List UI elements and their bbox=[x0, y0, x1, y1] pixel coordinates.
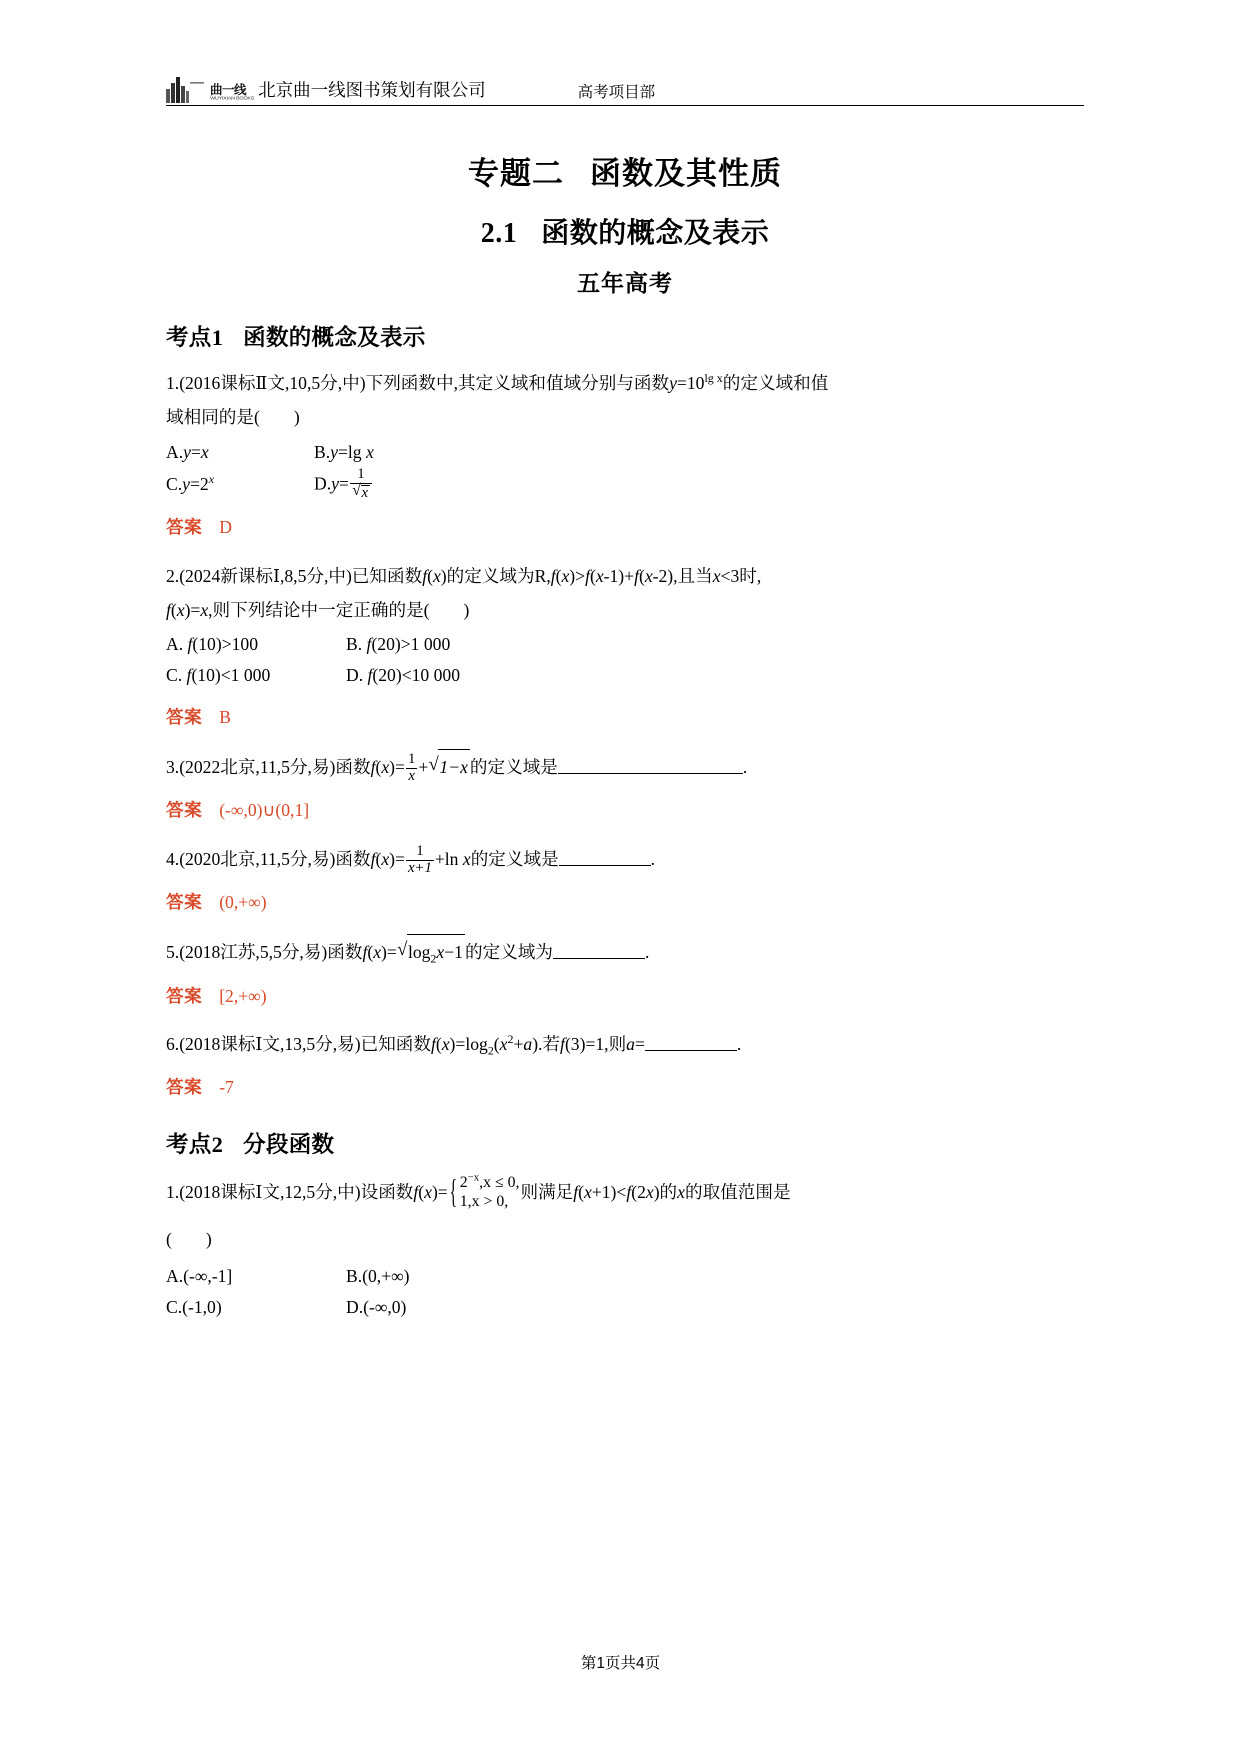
question-4-tail: +ln bbox=[434, 848, 463, 869]
question-6-period: . bbox=[736, 1033, 742, 1054]
logo-wordmark bbox=[210, 84, 254, 103]
question-7-piecewise bbox=[449, 1173, 520, 1213]
question-4-stem bbox=[166, 842, 1084, 876]
question-1-option-b-label: B. bbox=[314, 441, 331, 462]
question-3-answer bbox=[166, 793, 1084, 827]
question-5-x: x bbox=[373, 942, 382, 963]
question-2-option-c bbox=[166, 660, 346, 691]
question-6-p7: = bbox=[634, 1033, 645, 1054]
question-5-f: f bbox=[362, 942, 368, 963]
question-4-p2: )= bbox=[389, 848, 405, 869]
question-2-p5: )> bbox=[569, 565, 586, 586]
question-3-p1: ( bbox=[375, 757, 382, 778]
question-2-option-a bbox=[166, 629, 346, 660]
question-2-option-c-body: (10)<1 000 bbox=[191, 665, 271, 686]
question-7-case-2: 1,x > 0, bbox=[459, 1193, 509, 1211]
question-2-p7: -1)+ bbox=[603, 565, 635, 586]
question-7-mid: 则满足 bbox=[520, 1181, 574, 1202]
question-4 bbox=[166, 842, 1084, 920]
question-1-option-c bbox=[166, 469, 314, 500]
question-3-radicand: 1−x bbox=[439, 757, 468, 778]
question-1-option-a bbox=[166, 437, 314, 468]
section-title-number: 2.1 bbox=[480, 218, 518, 249]
page-subtitle: 五年高考 bbox=[577, 270, 673, 296]
question-2-p8: ( bbox=[638, 565, 645, 586]
unit-title bbox=[166, 148, 1084, 193]
question-7-options bbox=[166, 1261, 1084, 1323]
question-1-option-row-2 bbox=[166, 467, 1084, 501]
question-2-stem-line2 bbox=[166, 593, 1084, 627]
page-header bbox=[166, 55, 1084, 106]
question-4-answer-value: (0,+∞) bbox=[219, 892, 267, 913]
question-5-answer-value: [2,+∞) bbox=[219, 985, 267, 1006]
answer-label: 答案 bbox=[166, 517, 203, 538]
question-1-option-d-fraction bbox=[350, 467, 372, 501]
question-4-denominator: x+1 bbox=[407, 859, 432, 876]
question-5-post: 的定义域为 bbox=[464, 942, 553, 963]
question-1-option-c-label: C. bbox=[166, 474, 183, 495]
question-3-post: 的定义域是 bbox=[469, 757, 558, 778]
question-4-f: f bbox=[370, 848, 376, 869]
section-title bbox=[166, 211, 1084, 251]
question-6-p1: ( bbox=[435, 1033, 442, 1054]
question-6-p6: (3)=1,则 bbox=[564, 1033, 627, 1054]
sqrt-icon bbox=[429, 748, 470, 784]
question-3-answer-blank[interactable] bbox=[558, 756, 743, 774]
question-2-option-b-f: f bbox=[366, 634, 372, 655]
logo-wordmark-en: WUYIXIAN BOOKS bbox=[210, 95, 255, 101]
answer-label: 答案 bbox=[166, 1077, 203, 1098]
question-1-option-b bbox=[314, 437, 462, 468]
question-7-f3: f bbox=[626, 1181, 632, 1202]
question-3-denominator: x bbox=[408, 767, 415, 784]
question-5-answer bbox=[166, 979, 1084, 1013]
question-7-paren-close: ) bbox=[205, 1229, 212, 1250]
question-5-period: . bbox=[644, 942, 650, 963]
question-6-answer-value: -7 bbox=[219, 1077, 234, 1098]
question-7-option-row-2 bbox=[166, 1292, 1084, 1323]
question-2-option-row-2 bbox=[166, 660, 1084, 691]
question-2-option-b-label: B. bbox=[346, 634, 367, 655]
section-title-name: 函数的概念及表示 bbox=[541, 217, 770, 248]
question-1-var-y: y bbox=[669, 373, 677, 393]
question-1-option-row-1 bbox=[166, 437, 1084, 468]
question-2-x3: x bbox=[595, 565, 604, 586]
question-6-x: x bbox=[441, 1033, 450, 1054]
question-1-option-d-y: y bbox=[331, 474, 339, 495]
question-7-stem bbox=[166, 1173, 1084, 1213]
question-6-p5: ).若 bbox=[532, 1033, 561, 1054]
question-2-option-d-f: f bbox=[367, 665, 373, 686]
question-1-options bbox=[166, 437, 1084, 502]
question-1-stem-line2 bbox=[166, 400, 1084, 434]
question-3-numerator: 1 bbox=[407, 751, 416, 768]
answer-label: 答案 bbox=[166, 800, 203, 821]
question-3-p2: )= bbox=[389, 757, 405, 778]
question-3-pre: 3.(2022北京,11,5分,易)函数 bbox=[166, 757, 371, 778]
question-1-option-c-eq: =2 bbox=[189, 474, 209, 495]
company-name: 北京曲一线图书策划有限公司 bbox=[258, 80, 486, 100]
question-1-stem-part2: 的定义域和值 bbox=[722, 373, 829, 393]
question-2-option-a-f: f bbox=[187, 634, 193, 655]
question-3-plus: + bbox=[418, 757, 429, 778]
question-2-l2p1: ( bbox=[170, 600, 177, 620]
question-7-case-1-base: 2 bbox=[459, 1173, 468, 1191]
kaodian-2-label: 考点2 bbox=[166, 1131, 224, 1157]
question-6-x-power: 2 bbox=[507, 1032, 514, 1047]
question-4-p1: ( bbox=[375, 848, 382, 869]
kaodian-1-heading bbox=[166, 320, 1084, 352]
question-2-x1: x bbox=[432, 565, 441, 586]
question-2-option-row-1 bbox=[166, 629, 1084, 660]
question-1-stem bbox=[166, 366, 1084, 400]
question-6-f: f bbox=[430, 1033, 436, 1054]
question-7-paren-open: ( bbox=[166, 1229, 172, 1250]
question-4-answer-blank[interactable] bbox=[559, 848, 651, 866]
question-1-option-c-exp: x bbox=[208, 472, 214, 487]
question-2-l2p3: ,则下列结论中一定正确的是( bbox=[208, 600, 430, 620]
question-5 bbox=[166, 933, 1084, 1013]
question-7-x4: x bbox=[677, 1181, 685, 1202]
department-name: 高考项目部 bbox=[577, 84, 656, 101]
building-logo-icon bbox=[166, 77, 206, 103]
question-2-x7: x bbox=[200, 600, 209, 620]
question-4-answer bbox=[166, 885, 1084, 919]
question-5-stem bbox=[166, 933, 1084, 969]
question-2-option-d-body: (20)<10 000 bbox=[372, 665, 461, 686]
question-7-mid5: )的 bbox=[653, 1181, 678, 1202]
question-1-option-b-eq: =lg bbox=[337, 441, 366, 462]
question-1-exponent: lg x bbox=[704, 371, 723, 386]
question-4-pre: 4.(2020北京,11,5分,易)函数 bbox=[166, 848, 371, 869]
question-6-pre: 6.(2018课标Ⅰ文,13,5分,易)已知函数 bbox=[166, 1033, 431, 1054]
question-1-stem-part3: 域相同的是( bbox=[166, 407, 260, 428]
logo-wordmark-cn: 曲一线 bbox=[210, 83, 247, 97]
question-6-p2: )=log bbox=[449, 1033, 488, 1054]
publisher-logo bbox=[166, 77, 486, 105]
question-1-option-d-numerator: 1 bbox=[357, 466, 365, 483]
answer-label: 答案 bbox=[166, 706, 203, 727]
question-2-option-d-label: D. bbox=[346, 665, 368, 686]
question-4-x: x bbox=[381, 848, 390, 869]
question-7-case-1 bbox=[460, 1173, 520, 1193]
answer-label: 答案 bbox=[166, 985, 203, 1006]
question-7-x2: x bbox=[584, 1181, 592, 1202]
question-5-log-base: 2 bbox=[430, 951, 437, 966]
question-2-x4: x bbox=[644, 565, 653, 586]
question-2-x2: x bbox=[561, 565, 570, 586]
question-1-answer bbox=[166, 510, 1084, 544]
question-1-answer-value: D bbox=[219, 517, 232, 538]
question-2-option-a-body: (10)>100 bbox=[192, 634, 259, 655]
question-6-stem bbox=[166, 1027, 1084, 1061]
question-7-f: f bbox=[413, 1181, 419, 1202]
question-2-option-a-label: A. bbox=[166, 634, 188, 655]
question-1-option-a-eq: = bbox=[190, 441, 201, 462]
question-3-x: x bbox=[381, 757, 390, 778]
question-4-numerator: 1 bbox=[416, 843, 424, 860]
answer-label: 答案 bbox=[166, 892, 203, 913]
question-7-mid6: 的取值范围是 bbox=[684, 1181, 791, 1202]
question-6-a: a bbox=[523, 1033, 533, 1054]
question-2-p9: -2),且当 bbox=[652, 565, 713, 586]
question-2-option-d bbox=[346, 660, 526, 691]
kaodian-1-name: 函数的概念及表示 bbox=[243, 325, 426, 350]
question-2-options bbox=[166, 629, 1084, 691]
question-2-option-c-f: f bbox=[186, 665, 192, 686]
question-6-x2: x bbox=[499, 1033, 508, 1054]
question-7-mid3: +1)< bbox=[591, 1181, 627, 1202]
question-5-log-arg: x bbox=[436, 942, 445, 963]
question-1-eq: =10 bbox=[676, 373, 705, 393]
question-6-log-base: 2 bbox=[487, 1043, 494, 1058]
question-5-rest: −1 bbox=[444, 942, 463, 963]
page-content bbox=[166, 0, 1084, 1323]
question-2-x6: x bbox=[176, 600, 185, 620]
question-3-answer-value: (-∞,0)∪(0,1] bbox=[219, 800, 310, 821]
question-2-answer-value: B bbox=[219, 706, 231, 727]
question-1-option-d-label: D. bbox=[314, 474, 332, 495]
question-5-answer-blank[interactable] bbox=[553, 942, 645, 960]
question-7-mid4: (2 bbox=[631, 1181, 646, 1202]
question-7-x3: x bbox=[645, 1181, 654, 1202]
question-7-option-b: B.(0,+∞) bbox=[346, 1266, 410, 1287]
question-4-fraction bbox=[406, 844, 434, 876]
question-4-post: 的定义域是 bbox=[470, 848, 559, 869]
sqrt-icon bbox=[398, 933, 465, 969]
question-2-f5: f bbox=[166, 600, 171, 620]
question-6-p4: + bbox=[513, 1033, 524, 1054]
question-2-p3: )的定义域为R, bbox=[440, 565, 551, 586]
question-2-f2: f bbox=[550, 565, 556, 586]
question-1-option-c-y: y bbox=[182, 474, 190, 495]
question-1-option-d bbox=[314, 467, 462, 501]
question-2-option-b-body: (20)>1 000 bbox=[371, 634, 451, 655]
question-6 bbox=[166, 1027, 1084, 1105]
question-1 bbox=[166, 366, 1084, 545]
question-2-f4: f bbox=[634, 565, 639, 586]
question-1-option-a-label: A. bbox=[166, 441, 184, 462]
kaodian-2-name: 分段函数 bbox=[243, 1131, 335, 1157]
question-7-option-a: A.(-∞,-1] bbox=[166, 1266, 233, 1287]
question-7-p1: ( bbox=[418, 1181, 425, 1202]
kaodian-1-label: 考点1 bbox=[166, 325, 224, 350]
question-1-option-b-val: x bbox=[365, 441, 374, 462]
question-5-pre: 5.(2018江苏,5,5分,易)函数 bbox=[166, 942, 363, 963]
question-6-answer bbox=[166, 1070, 1084, 1104]
question-1-option-b-y: y bbox=[330, 441, 338, 462]
question-7-case-1-exp: −x bbox=[467, 1171, 480, 1184]
question-2-answer bbox=[166, 700, 1084, 734]
question-2-stem-part1: 2.(2024新课标Ⅰ,8,5分,中)已知函数 bbox=[166, 565, 423, 586]
question-5-log: log bbox=[407, 942, 431, 963]
question-3-f: f bbox=[370, 757, 376, 778]
question-7-case-1-cond: ,x ≤ 0, bbox=[479, 1173, 520, 1191]
question-1-stem-part1: 1.(2016课标Ⅱ文,10,5分,中)下列函数中,其定义域和值域分别与函数 bbox=[166, 373, 670, 393]
sqrt-icon bbox=[353, 484, 370, 502]
question-5-p1: ( bbox=[367, 942, 374, 963]
question-5-p2: )= bbox=[381, 942, 397, 963]
question-1-option-d-eq: = bbox=[338, 474, 349, 495]
question-6-p3: ( bbox=[493, 1033, 500, 1054]
question-2-f3: f bbox=[585, 565, 590, 586]
question-7-p2: )= bbox=[431, 1181, 448, 1202]
question-2-p4: ( bbox=[555, 565, 562, 586]
question-7-stem-line2 bbox=[166, 1226, 1084, 1253]
question-1-option-d-denominator bbox=[350, 483, 372, 502]
question-6-f2: f bbox=[560, 1033, 565, 1054]
question-2 bbox=[166, 559, 1084, 734]
question-6-answer-blank[interactable] bbox=[645, 1033, 737, 1051]
question-7-option-d: D.(-∞,0) bbox=[346, 1297, 407, 1318]
unit-title-number: 专题二 bbox=[468, 156, 564, 191]
question-2-x5: x bbox=[712, 565, 721, 586]
question-2-option-b bbox=[346, 629, 526, 660]
question-7-f2: f bbox=[573, 1181, 579, 1202]
question-2-option-c-label: C. bbox=[166, 665, 187, 686]
question-4-period: . bbox=[650, 848, 656, 869]
question-3-stem bbox=[166, 748, 1084, 784]
kaodian-2-heading bbox=[166, 1127, 1084, 1159]
question-2-p2: ( bbox=[427, 565, 433, 586]
question-7-pre: 1.(2018课标Ⅰ文,12,5分,中)设函数 bbox=[166, 1181, 414, 1202]
question-7 bbox=[166, 1173, 1084, 1323]
question-7-mid2: ( bbox=[578, 1181, 585, 1202]
question-1-option-a-y: y bbox=[183, 441, 191, 462]
question-1-stem-paren: ) bbox=[293, 407, 300, 428]
unit-title-name: 函数及其性质 bbox=[590, 156, 782, 191]
question-1-option-a-val: x bbox=[200, 441, 209, 462]
question-7-option-row-1 bbox=[166, 1261, 1084, 1292]
question-2-p10: <3时, bbox=[720, 565, 762, 586]
question-7-option-c: C.(-1,0) bbox=[166, 1297, 222, 1318]
question-3 bbox=[166, 748, 1084, 828]
question-6-a2: a bbox=[626, 1033, 635, 1054]
question-2-stem bbox=[166, 559, 1084, 593]
question-2-p6: ( bbox=[589, 565, 596, 586]
question-3-fraction bbox=[406, 752, 417, 784]
question-1-option-d-radicand: x bbox=[361, 484, 369, 501]
question-2-l2-paren: ) bbox=[463, 600, 470, 620]
question-4-tail-x: x bbox=[462, 848, 471, 869]
question-2-f1: f bbox=[422, 565, 428, 586]
page-footer: 第1页共4页 bbox=[580, 1655, 661, 1672]
question-3-period: . bbox=[742, 757, 748, 778]
question-2-l2p2: )= bbox=[184, 600, 201, 620]
question-7-x: x bbox=[424, 1181, 432, 1202]
